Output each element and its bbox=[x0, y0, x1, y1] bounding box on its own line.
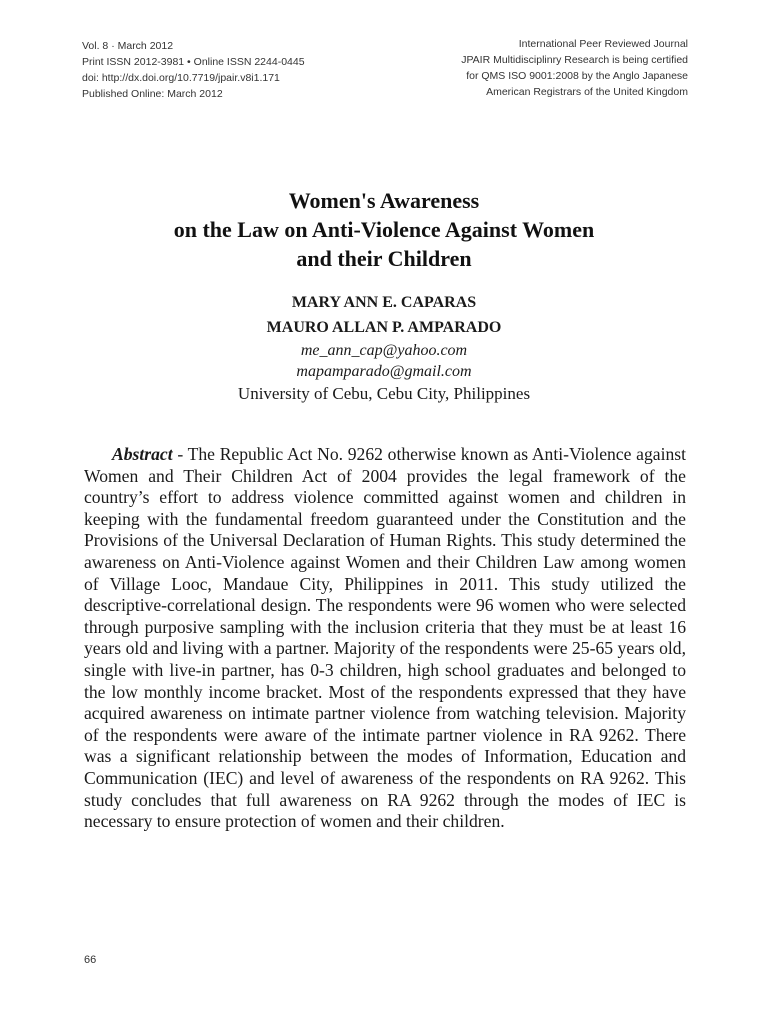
published-line: Published Online: March 2012 bbox=[82, 88, 223, 100]
journal-info-right bbox=[461, 36, 688, 100]
author-name-2: MAURO ALLAN P. AMPARADO bbox=[266, 319, 502, 336]
abstract-text: - The Republic Act No. 9262 otherwise known as Anti-Violence against Women and Their Children Act of 2004 provides the legal framework of the country’s effort to address violence committed against women and children in keeping with the fundamental freedom guaranteed under the Constitution and the Provisions of the Universal Declaration of Human Rights. This study determined the awareness on Anti-Violence against Women and their Children Law among women of Village Looc, Mandaue City, Philippines in 2011. This study utilized the descriptive-correlational design. The respondents were 96 women who were selected through purposive sampling with the inclusion criteria that they must be at least 16 years old and living with a partner. Majority of the respondents were 25-65 years old, single with live-in partner, has 0-3 children, high school graduates and belonged to the low monthly income bracket. Most of the respondents expressed that they have acquired awareness on intimate partner violence from watching television. Majority of the respondents were aware of the intimate partner violence in RA 9262. There was a significant relationship between the modes of Information, Education and Communication (IEC) and level of awareness of the respondents on RA 9262. This study concludes that full awareness on RA 9262 through the modes of IEC is necessary to ensure protection of women and their children. bbox=[84, 444, 686, 832]
abstract-label: Abstract bbox=[112, 444, 173, 464]
paper-title bbox=[82, 186, 686, 273]
author-block bbox=[82, 290, 686, 405]
author-email-1: me_ann_cap@yahoo.com bbox=[300, 342, 468, 359]
author-name-1: MARY ANN E. CAPARAS bbox=[291, 294, 477, 311]
author-affiliation: University of Cebu, Cebu City, Philippines bbox=[237, 384, 531, 403]
title-line-1: Women's Awareness bbox=[288, 188, 480, 213]
journal-info-left bbox=[82, 38, 305, 102]
doi-line: doi: http://dx.doi.org/10.7719/jpair.v8i1.171 bbox=[82, 72, 280, 84]
page-number: 66 bbox=[84, 954, 97, 966]
certification-line-1: JPAIR Multidisciplinry Research is being certified bbox=[461, 54, 688, 66]
issn-line: Print ISSN 2012-3981 • Online ISSN 2244-0445 bbox=[82, 56, 305, 68]
volume-line: Vol. 8 · March 2012 bbox=[82, 40, 174, 52]
title-line-3: and their Children bbox=[296, 246, 472, 271]
author-email-2: mapamparado@gmail.com bbox=[296, 363, 472, 380]
journal-type-line: International Peer Reviewed Journal bbox=[518, 38, 688, 50]
certification-line-2: for QMS ISO 9001:2008 by the Anglo Japanese bbox=[466, 70, 688, 82]
title-line-2: on the Law on Anti-Violence Against Women bbox=[173, 217, 595, 242]
certification-line-3: American Registrars of the United Kingdom bbox=[486, 86, 688, 98]
abstract-paragraph bbox=[84, 444, 686, 833]
